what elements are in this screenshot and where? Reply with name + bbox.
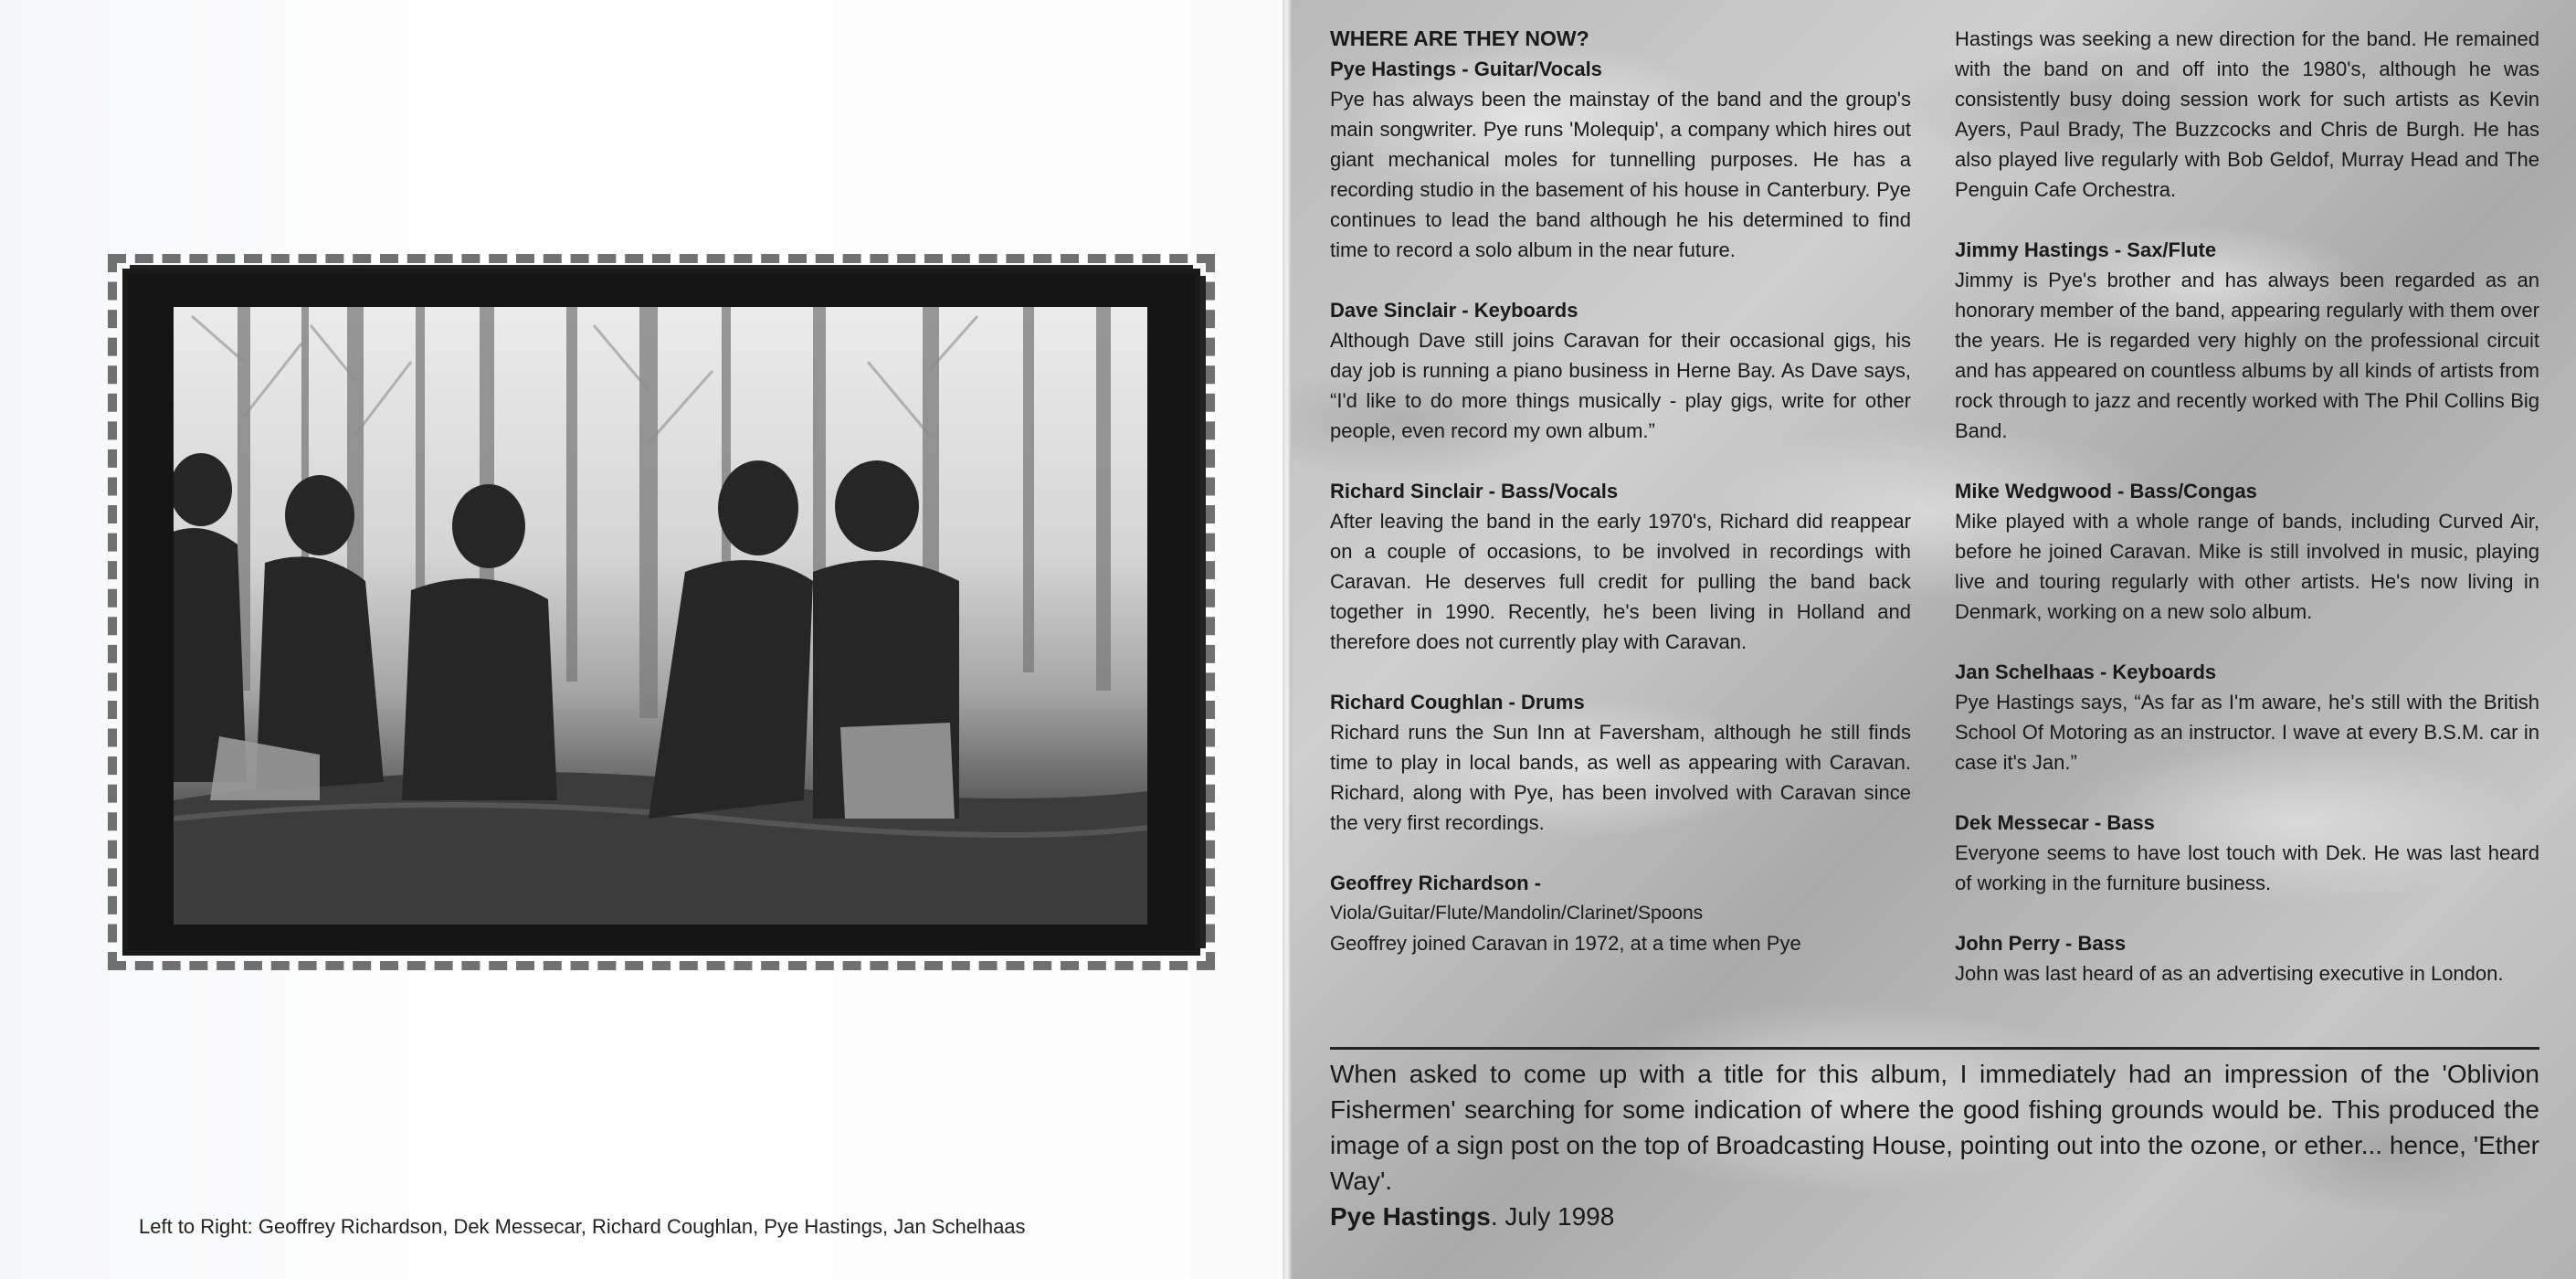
section-body: Mike played with a whole range of bands, including Curved Air, before he joined Caravan. Mike is still involved in music, playing live and touring regularly with other artists. He's now living in Denmark, working on a new solo album. — [1955, 510, 2539, 623]
section-heading: Dave Sinclair - Keyboards — [1330, 299, 1578, 322]
section-body: Pye Hastings says, “As far as I'm aware, he's still with the British School Of Motoring as an instructor. I wave at every B.S.M. car in case it's Jan.” — [1955, 691, 2539, 774]
note-text: When asked to come up with a title for this album, I immediately had an impression of the 'Oblivion Fishermen' searching for some indication of where the good fishing grounds would be. This produced the image of a sign post on the top of Broadcasting House, pointing out into the ozone, or ether... hence, 'Ether Way'. — [1330, 1060, 2539, 1195]
section-richard-coughlan — [1330, 687, 1911, 838]
section-body: Jimmy is Pye's brother and has always been regarded as an honorary member of the band, appearing regularly with them over the years. He is regarded very highly on the professional circuit and has appeared on countless albums by all kinds of artists from rock through to jazz and recently worked with The Phil Collins Big Band. — [1955, 269, 2539, 442]
section-richard-sinclair — [1330, 476, 1911, 657]
left-text-column — [1330, 24, 1911, 988]
section-mike-wedgwood — [1955, 476, 2539, 627]
section-body: Everyone seems to have lost touch with Dek. He was last heard of working in the furniture business. — [1955, 841, 2539, 894]
section-jimmy-hastings — [1955, 235, 2539, 446]
left-page — [0, 0, 1283, 1279]
section-dave-sinclair — [1330, 295, 1911, 446]
section-heading: Pye Hastings - Guitar/Vocals — [1330, 58, 1602, 80]
section-heading: Richard Sinclair - Bass/Vocals — [1330, 480, 1619, 502]
section-jan-schelhaas — [1955, 657, 2539, 777]
section-geoffrey-richardson — [1330, 868, 1911, 958]
signature-name: Pye Hastings — [1330, 1202, 1491, 1231]
band-photo-illustration — [174, 307, 1147, 925]
page-title: WHERE ARE THEY NOW? — [1330, 26, 1589, 50]
photo-caption: Left to Right: Geoffrey Richardson, Dek Messecar, Richard Coughlan, Pye Hastings, Jan Schelhaas — [139, 1215, 1026, 1238]
section-heading: Richard Coughlan - Drums — [1330, 691, 1585, 713]
signature-date: . July 1998 — [1490, 1202, 1615, 1231]
section-john-perry — [1955, 928, 2539, 988]
section-heading: Jan Schelhaas - Keyboards — [1955, 661, 2217, 683]
section-dek-messecar — [1955, 808, 2539, 898]
section-body: Pye has always been the mainstay of the band and the group's main songwriter. Pye runs 'Molequip', a company which hires out giant mechanical moles for tunnelling purposes. He has a recording studio in the basement of his house in Canterbury. Pye continues to lead the band although he his determined to find time to record a solo album in the near future. — [1330, 88, 1911, 261]
album-title-note — [1330, 1056, 2539, 1234]
section-body: Richard runs the Sun Inn at Faversham, although he still finds time to play in local bands, as well as appearing with Caravan. Richard, along with Pye, has been involved with Caravan since the very first recordings. — [1330, 721, 1911, 834]
section-body: After leaving the band in the early 1970's, Richard did reappear on a couple of occasions, to be involved in recordings with Caravan. He deserves full credit for pulling the band back together in 1990. Recently, he's been living in Holland and therefore does not currently play with Caravan. — [1330, 510, 1911, 653]
section-heading: Jimmy Hastings - Sax/Flute — [1955, 238, 2217, 261]
right-page — [1292, 0, 2576, 1279]
section-heading: Mike Wedgwood - Bass/Congas — [1955, 480, 2257, 502]
divider-rule — [1330, 1047, 2539, 1050]
section-pye-hastings — [1330, 24, 1911, 265]
section-subheading: Viola/Guitar/Flute/Mandolin/Clarinet/Spoons — [1330, 903, 1704, 924]
band-photo — [174, 307, 1147, 925]
right-text-column — [1955, 24, 2539, 1019]
section-body: Although Dave still joins Caravan for their occasional gigs, his day job is running a piano business in Herne Bay. As Dave says, “I'd like to do more things musically - play gigs, write for other people, even record my own album.” — [1330, 329, 1911, 442]
section-geoffrey-richardson-continued — [1955, 24, 2539, 205]
photo-frame — [128, 274, 1195, 950]
section-heading: Geoffrey Richardson - — [1330, 872, 1542, 894]
section-body: John was last heard of as an advertising executive in London. — [1955, 962, 2504, 985]
section-heading: John Perry - Bass — [1955, 932, 2127, 955]
section-body: Hastings was seeking a new direction for the band. He remained with the band on and off into the 1980's, although he was consistently busy doing session work for such artists as Kevin Ayers, Paul Brady, The Buzzcocks and Chris de Burgh. He has also played live regularly with Bob Geldof, Murray Head and The Penguin Cafe Orchestra. — [1955, 27, 2539, 201]
booklet-spine — [1283, 0, 1292, 1279]
section-body: Geoffrey joined Caravan in 1972, at a time when Pye — [1330, 932, 1801, 955]
section-heading: Dek Messecar - Bass — [1955, 811, 2155, 834]
